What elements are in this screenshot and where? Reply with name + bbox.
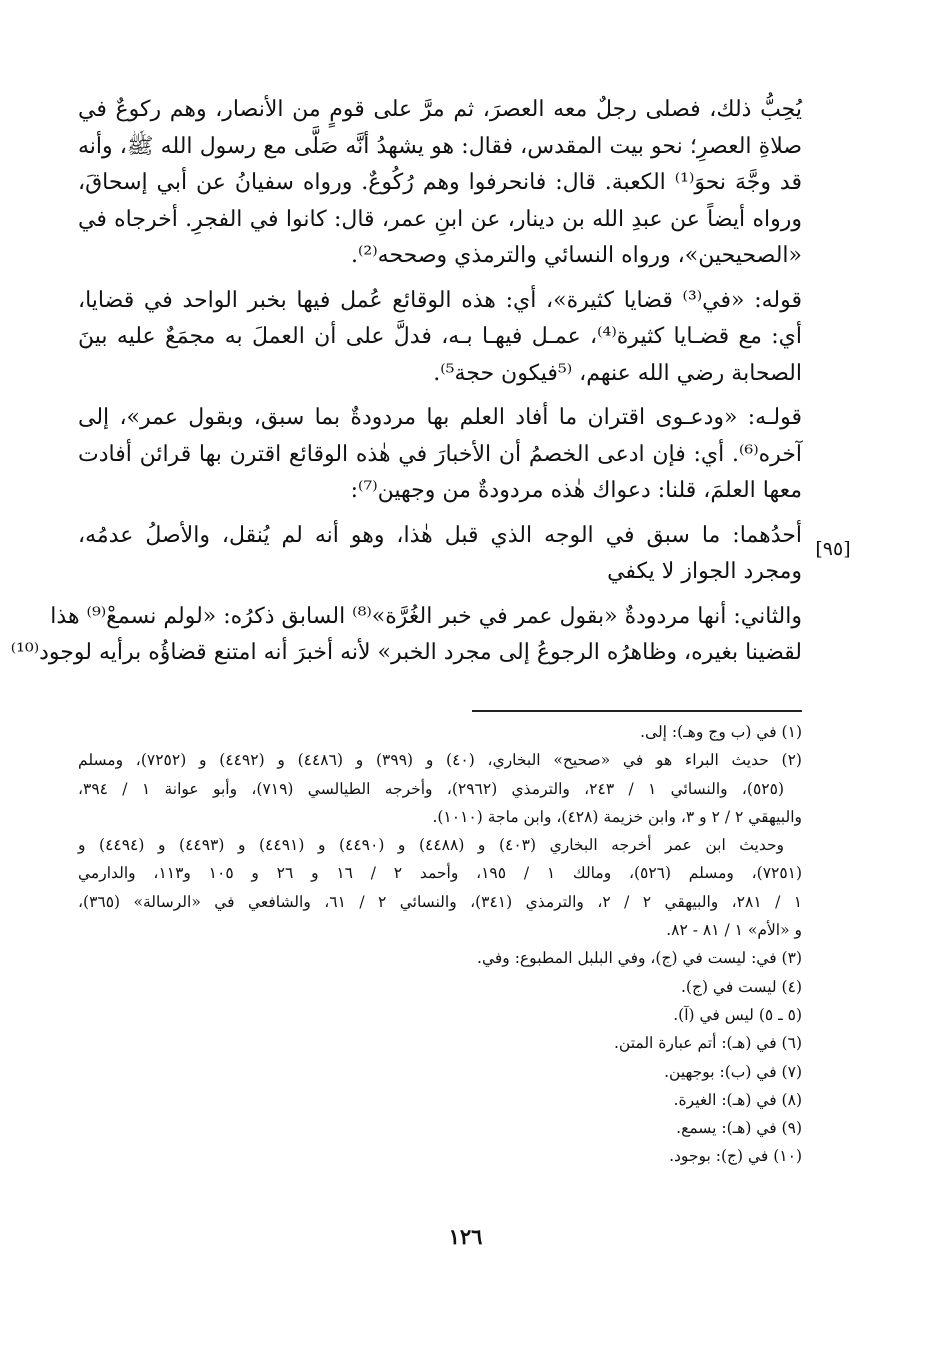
footnote: (٣) في: ليست في (ج)، وفي البلبل المطبوع: وفي. bbox=[477, 949, 802, 968]
text-line: قولـه: «ودعـوى اقتران ما أفاد العلم بها مردودةٌ بما سبق، وبقول عمر»، إلى bbox=[78, 405, 802, 430]
footnote: (٥٢٥)، والنسائي ١ / ٢٤٣، والترمذي (٢٩٦٢)، وأخرجه الطيالسي (٧١٩)، وأبو عوانة ١ / ٣٩٤، bbox=[78, 779, 785, 798]
footnote-divider bbox=[472, 710, 802, 712]
footnote: (٧٢٥١)، ومسلم (٥٢٦)، ومالك ١ / ١٩٥، وأحمد ٢ / ١٦ و ٢٦ و ١٠٥ و١١٣، والدارمي bbox=[78, 864, 803, 883]
text-line: يُحِبُّ ذلك، فصلى رجلٌ معه العصرَ، ثم مرَّ على قومٍ من الأنصار، وهم ركوعٌ في bbox=[78, 97, 802, 122]
main-text bbox=[10, 92, 802, 672]
text-line: أي: مع قضـايا كثيرة⁽⁴⁾، عمـل فيهـا بـه، فدلَّ على أن العملَ به مجمَعٌ عليه بينَ bbox=[78, 324, 802, 349]
footnote: (١٠) في (ج): بوجود. bbox=[669, 1147, 802, 1166]
paragraph-dawa bbox=[78, 400, 802, 510]
text-line: الصحابة رضي الله عنهم، ⁽⁵فيكون حجة⁵⁾. bbox=[433, 360, 802, 386]
text-line: لقضينا بغيره، وظاهرُه الرجوعُ إلى مجرد الخبر» لأنه أخبرَ أنه امتنع قضاؤُه برأيه لوجود⁽¹⁰⁾ bbox=[10, 640, 802, 665]
footnote: (٨) في (هـ): الغيرة. bbox=[673, 1090, 802, 1109]
text-line: آخره⁽⁶⁾. أي: فإن ادعى الخصمُ أن الأخبارَ في هٰذه الوقائع اقترن بها قرائن أفادت bbox=[78, 441, 802, 467]
text-line: صلاةِ العصرِ؛ نحو بيت المقدس، فقال: هو يشهدُ أنَّه صَلَّى مع رسول الله ﷺ، وأنه bbox=[78, 133, 802, 159]
footnote: (١) في (ب وج وهـ): إلى. bbox=[640, 723, 802, 741]
footnote: (٤) ليست في (ج). bbox=[680, 977, 802, 996]
text-line: أحدُهما: ما سبق في الوجه الذي قبل هٰذا، وهو أنه لم يُنقل، والأصلُ عدمُه، bbox=[78, 522, 802, 548]
footnote: (٢) حديث البراء هو في «صحيح» البخاري، (٤٠) و (٣٩٩) و (٤٤٨٦) و (٤٤٩٢) و (٧٢٥٢)، ومسلم bbox=[78, 751, 802, 770]
page-number: ١٢٦ bbox=[448, 1224, 483, 1249]
footnote: (٦) في (هـ): أتم عبارة المتن. bbox=[613, 1034, 802, 1053]
paragraph-qadaya bbox=[78, 283, 802, 393]
footnotes bbox=[78, 718, 802, 1171]
footnote: (٩) في (هـ): يسمع. bbox=[676, 1119, 802, 1138]
text-line: ورواه أيضاً عن عبدِ الله بن دينار، عن ابنِ عمر، قال: كانوا في الفجرِ. أخرجاه في bbox=[78, 206, 802, 232]
text-line: معها العلمَ، قلنا: دعواك هٰذه مردودةٌ من وجهين⁽⁷⁾: bbox=[350, 478, 802, 503]
paragraph-second-reason bbox=[10, 599, 802, 672]
text-line: قوله: «في⁽³⁾ قضايا كثيرة»، أي: هذه الوقائع عُمل فيها بخبر الواحد في قضايا، bbox=[78, 287, 802, 313]
footnote: ١ / ٢٨١، والبيهقي ٢ / ٢، والترمذي (٣٤١)، والنسائي ٢ / ٦١، والشافعي في «الرسالة» (٣٦٥)، bbox=[78, 892, 803, 911]
text-line: والثاني: أنها مردودةٌ «بقول عمر في خبر الغُرَّة»⁽⁸⁾ السابق ذكرُه: «لولم نسمعْ⁽⁹⁾ هذا bbox=[50, 603, 802, 629]
footnote: (٧) في (ب): بوجهين. bbox=[664, 1062, 802, 1081]
footnote: وحديث ابن عمر أخرجه البخاري (٤٠٣) و (٤٤٨٨) و (٤٤٩٠) و (٤٤٩١) و (٤٤٩٣) و (٤٤٩٤) و bbox=[78, 836, 785, 855]
margin-reference-number: [٩٥] bbox=[815, 538, 851, 560]
paragraph-first-reason bbox=[78, 518, 802, 591]
footnote: والبيهقي ٢ / ٢ و ٣، وابن خزيمة (٤٢٨)، وابن ماجة (١٠١٠). bbox=[432, 807, 802, 826]
paragraph-hadith bbox=[78, 92, 802, 275]
footnote: (٥ ـ ٥) ليس في (آ). bbox=[673, 1005, 802, 1024]
text-line: «الصحيحين»، ورواه النسائي والترمذي وصححه⁽²⁾. bbox=[351, 243, 802, 268]
footnote: و «الأم» ١ / ٨١ - ٨٢. bbox=[666, 921, 802, 940]
text-line: ومجرد الجواز لا يكفي bbox=[607, 559, 802, 584]
text-line: قد وجَّهَ نحوَ⁽¹⁾ الكعبة. قال: فانحرفوا وهم رُكُوعٌ. ورواه سفيانُ عن أبي إسحاقَ، bbox=[78, 170, 802, 195]
